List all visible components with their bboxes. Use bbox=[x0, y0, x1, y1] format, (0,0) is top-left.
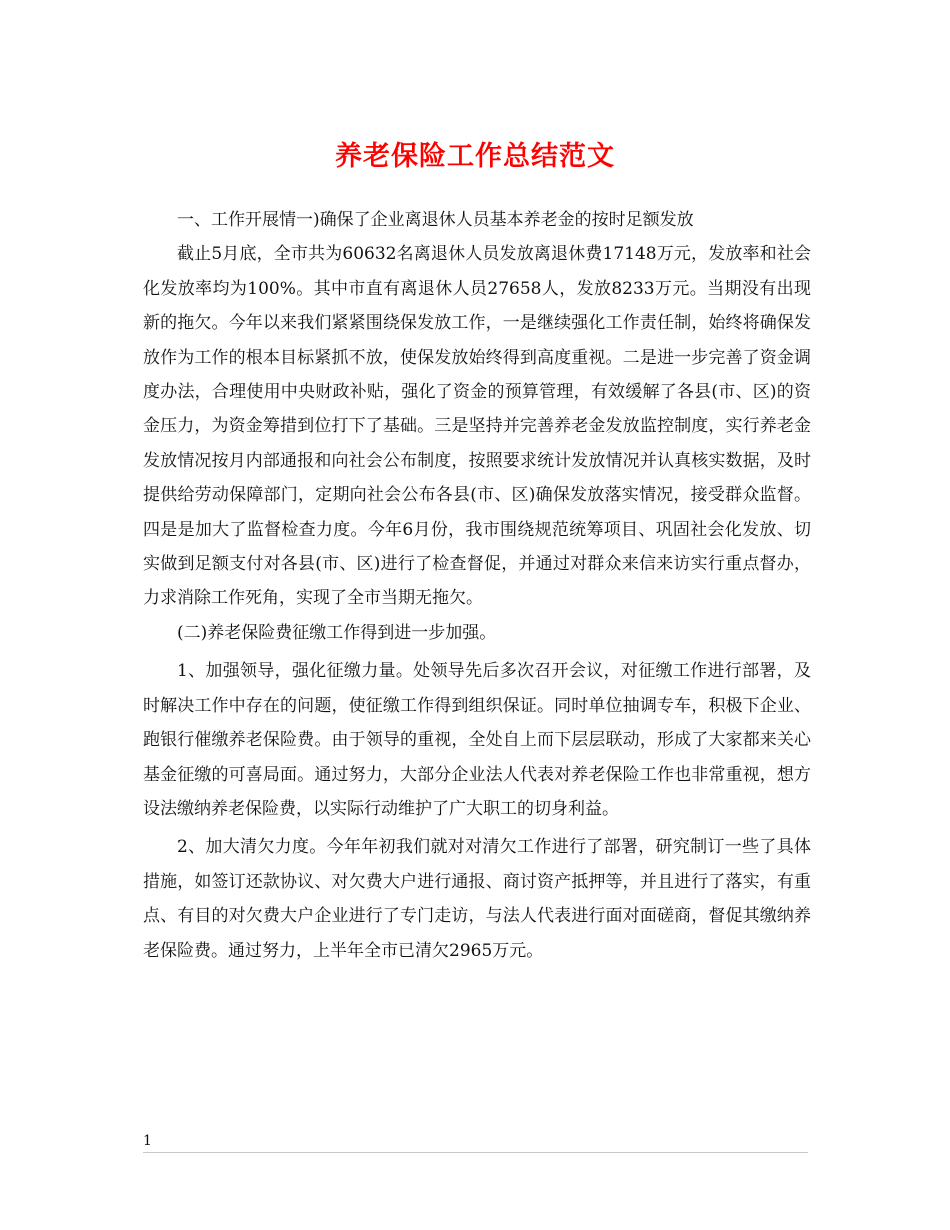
body-paragraph-3: 2、加大清欠力度。今年年初我们就对对清欠工作进行了部署，研究制订一些了具体措施，如签订还款协议、对欠费大户进行通报、商讨资产抵押等，并且进行了落实，有重点、有目的对欠费大户企业进行了专门走访，与法人代表进行面对面磋商，督促其缴纳养老保险费。通过努力，上半年全市已清欠2965万元。 bbox=[143, 837, 811, 961]
page-number: 1 bbox=[143, 1133, 152, 1149]
footer-divider bbox=[143, 1152, 808, 1153]
body-paragraph-2: 1、加强领导，强化征缴力量。处领导先后多次召开会议，对征缴工作进行部署，及时解决工作中存在的问题，使征缴工作得到组织保证。同时单位抽调专车，积极下企业、跑银行催缴养老保险费。由于领导的重视，全处自上而下层层联动，形成了大家都来关心基金征缴的可喜局面。通过努力，大部分企业法人代表对养老保险工作也非常重视，想方设法缴纳养老保险费，以实际行动维护了广大职工的切身利益。 bbox=[143, 661, 811, 819]
document-body bbox=[143, 203, 811, 968]
section-heading-2: (二)养老保险费征缴工作得到进一步加强。 bbox=[177, 622, 497, 643]
body-paragraph-1: 截止5月底，全市共为60632名离退休人员发放离退休费17148万元，发放率和社会化发放率均为100%。其中市直有离退休人员27658人，发放8233万元。当期没有出现新的拖欠。今年以来我们紧紧围绕保发放工作，一是继续强化工作责任制，始终将确保发放作为工作的根本目标紧抓不放，使保发放始终得到高度重视。二是进一步完善了资金调度办法，合理使用中央财政补贴，强化了资金的预算管理，有效缓解了各县(市、区)的资金压力，为资金筹措到位打下了基础。三是坚持并完善养老金发放监控制度，实行养老金发放情况按月内部通报和向社会公布制度，按照要求统计发放情况并认真核实数据，及时提供给劳动保障部门，定期向社会公布各县(市、区)确保发放落实情况，接受群众监督。四是是加大了监督检查力度。今年6月份，我市围绕规范统筹项目、巩固社会化发放、切实做到足额支付对各县(市、区)进行了检查督促，并通过对群众来信来访实行重点督办，力求消除工作死角，实现了全市当期无拖欠。 bbox=[143, 244, 811, 609]
page-title: 养老保险工作总结范文 bbox=[335, 141, 615, 172]
section-heading-1: 一、工作开展情一)确保了企业离退休人员基本养老金的按时足额发放 bbox=[177, 210, 694, 230]
